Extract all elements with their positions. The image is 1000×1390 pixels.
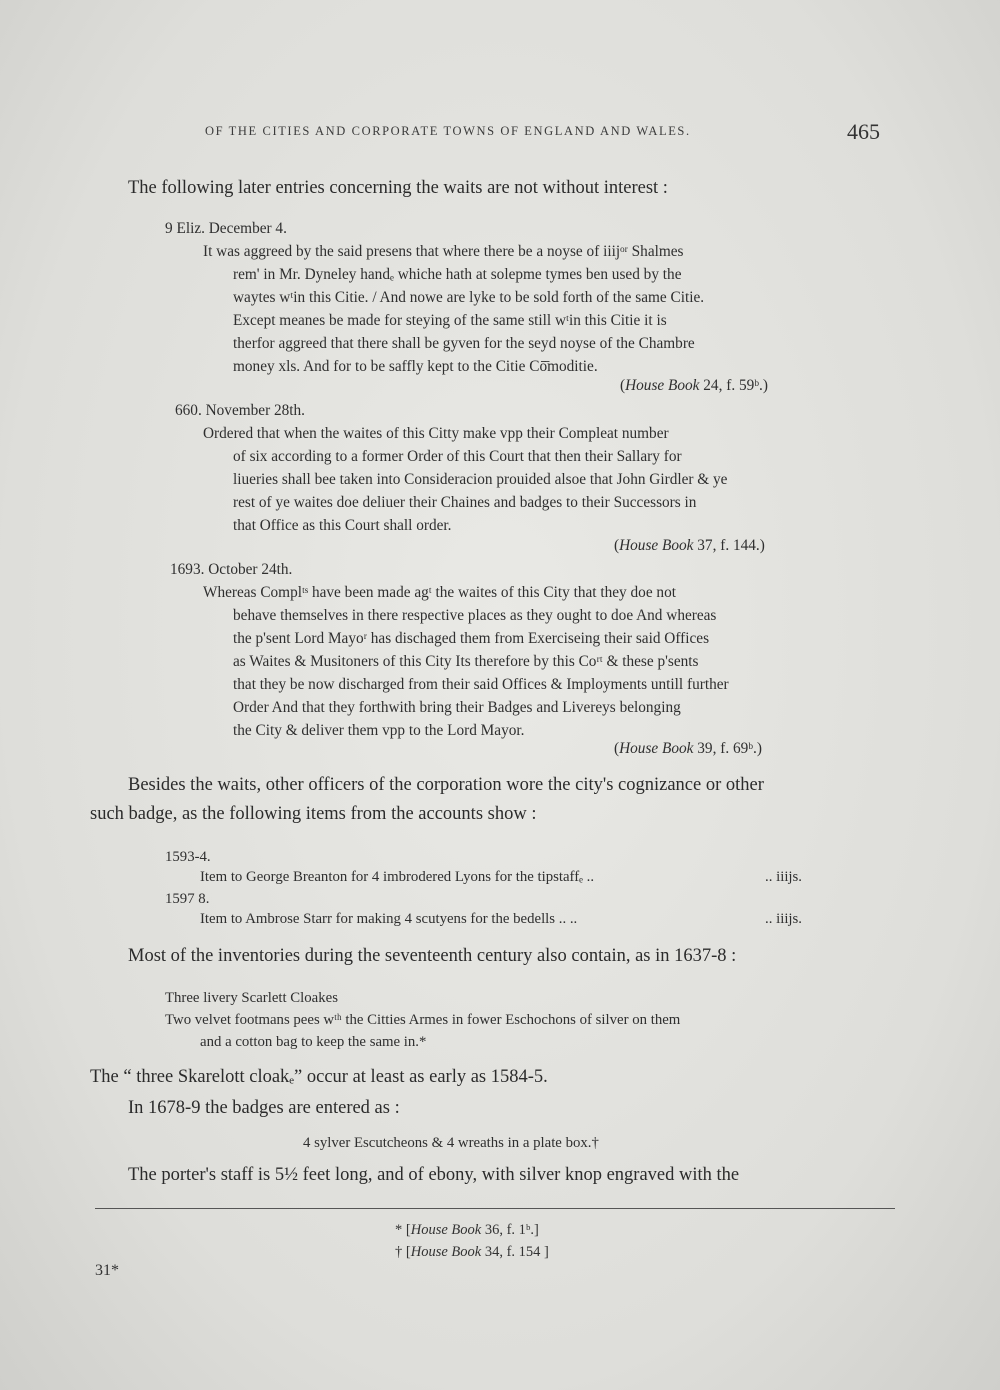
entry-line: rest of ye waites doe deliuer their Chaines and badges to their Successors in [233, 494, 697, 511]
body-paragraph: In 1678-9 the badges are entered as : [128, 1098, 400, 1118]
entry-date: 9 Eliz. December 4. [165, 220, 287, 237]
body-paragraph: The “ three Skarelott cloakₑ” occur at least as early as 1584-5. [90, 1067, 548, 1087]
entry-date: 660. November 28th. [175, 402, 306, 419]
account-amount: .. iiijs. [765, 869, 802, 885]
intro-paragraph: The following later entries concerning the waits are not without interest : [128, 178, 668, 198]
account-item: Item to Ambrose Starr for making 4 scutyens for the bedells .. .. [200, 911, 578, 927]
entry-date: 1693. October 24th. [170, 561, 293, 578]
entry-line: the p'sent Lord Mayoʳ has dischaged them from Exerciseing their said Offices [233, 630, 710, 647]
running-header: OF THE CITIES AND CORPORATE TOWNS OF ENGLAND AND WALES. [205, 124, 691, 138]
entry-line: liueries shall bee taken into Consideracion prouided alsoe that John Girdler & ye [233, 471, 728, 488]
entry-line: It was aggreed by the said presens that where there be a noyse of iiijᵒʳ Shalmes [203, 243, 684, 260]
citation: (House Book 37, f. 144.) [614, 537, 765, 554]
body-paragraph: The porter's staff is 5½ feet long, and of ebony, with silver knop engraved with the [128, 1165, 740, 1185]
entry-line: behave themselves in there respective places as they ought to doe And whereas [233, 607, 717, 624]
entry-line: that Office as this Court shall order. [233, 517, 452, 534]
entry-line: as Waites & Musitoners of this City Its therefore by this Coʳᵗ & these p'sents [233, 653, 699, 670]
account-amount: .. iiijs. [765, 911, 802, 927]
entry-line: money xls. And for to be saffly kept to the Citie Cō̄moditie. [233, 358, 598, 375]
citation: (House Book 39, f. 69ᵇ.) [614, 740, 762, 757]
body-paragraph: Most of the inventories during the seventeenth century also contain, as in 1637-8 : [128, 946, 737, 966]
entry-line: the City & deliver them vpp to the Lord Mayor. [233, 722, 525, 739]
account-year: 1597 8. [165, 891, 210, 907]
body-paragraph-line: such badge, as the following items from the accounts show : [90, 804, 537, 824]
entry-line: Except meanes be made for steying of the same still wᵗin this Citie it is [233, 312, 667, 329]
body-paragraph-line: Besides the waits, other officers of the corporation wore the city's cognizance or other [128, 775, 764, 795]
entry-line: Order And that they forthwith bring their Badges and Livereys belonging [233, 699, 681, 716]
entry-line: therfor aggreed that there shall be gyven for the seyd noyse of the Chambre [233, 335, 695, 352]
inventory-line: Two velvet footmans pees wᵗʰ the Citties Armes in fower Eschochons of silver on them [165, 1012, 681, 1028]
inventory-line: Three livery Scarlett Cloakes [165, 990, 338, 1006]
account-item: Item to George Breanton for 4 imbrodered Lyons for the tipstaffₑ .. [200, 869, 595, 885]
footnote: * [House Book 36, f. 1ᵇ.] [395, 1222, 539, 1238]
badges-entry: 4 sylver Escutcheons & 4 wreaths in a plate box.† [303, 1135, 599, 1151]
entry-line: rem' in Mr. Dyneley handₑ whiche hath at solepme tymes ben used by the [233, 266, 682, 283]
footnote: † [House Book 34, f. 154 ] [395, 1244, 549, 1260]
account-year: 1593-4. [165, 849, 211, 865]
citation: (House Book 24, f. 59ᵇ.) [620, 377, 768, 394]
entry-line: Ordered that when the waites of this Citty make vpp their Compleat number [203, 425, 669, 442]
page-number: 465 [847, 119, 880, 144]
entry-line: of six according to a former Order of this Court that then their Sallary for [233, 448, 682, 465]
entry-line: that they be now discharged from their said Offices & Imployments untill further [233, 676, 729, 693]
entry-line: waytes wᵗin this Citie. / And nowe are lyke to be sold forth of the same Citie. [233, 289, 705, 306]
footnote-rule [95, 1208, 895, 1209]
signature-mark: 31* [95, 1262, 119, 1279]
inventory-line: and a cotton bag to keep the same in.* [200, 1034, 427, 1050]
entry-line: Whereas Complᵗˢ have been made agᵗ the waites of this City that they doe not [203, 584, 676, 601]
